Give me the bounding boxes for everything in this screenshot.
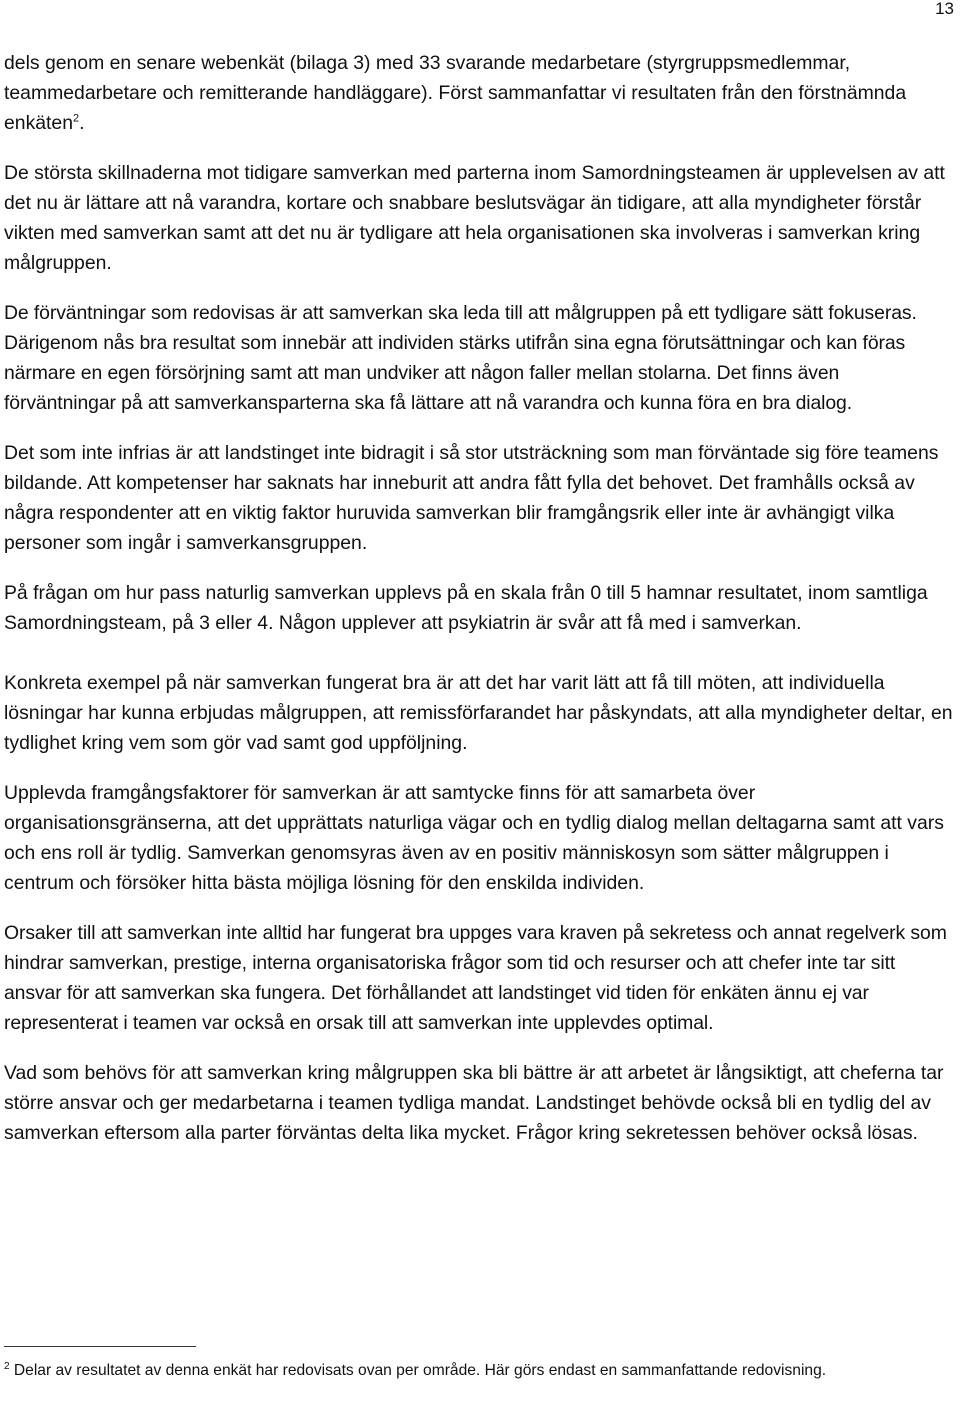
body-text: [4, 48, 954, 1168]
footnote-marker: 2: [4, 1360, 10, 1372]
footnote-reference: 2: [73, 112, 80, 125]
paragraph-1: [4, 48, 954, 138]
paragraph-1-text: dels genom en senare webenkät (bilaga 3) med 33 svarande medarbetare (styrgruppsmedlemmar, teammedarbetare och remitterande handläggare). Först sammanfattar vi resultaten från den förstnämnda enkäten: [4, 52, 907, 134]
footnote: [4, 1359, 954, 1383]
paragraph-9: Vad som behövs för att samverkan kring målgruppen ska bli bättre är att arbetet är långsiktigt, att cheferna tar större ansvar och ger medarbetarna i teamen tydliga mandat. Landstinget behövde också bli en tydlig del av samverkan eftersom alla parter förväntas delta lika mycket. Frågor kring sekretessen behöver också lösas.: [4, 1062, 944, 1144]
paragraph-5: På frågan om hur pass naturlig samverkan upplevs på en skala från 0 till 5 hamnar resultatet, inom samtliga Samordningsteam, på 3 eller 4. Någon upplever att psykiatrin är svår att få med i samverkan.: [4, 582, 928, 634]
paragraph-4: Det som inte infrias är att landstinget inte bidragit i så stor utsträckning som man förväntade sig före teamens bildande. Att kompetenser har saknats har inneburit att andra fått fylla det behovet. Det framhålls också av några respondenter att en viktig faktor huruvida samverkan blir framgångsrik eller inte är avhängigt vilka personer som ingår i samverkansgruppen.: [4, 442, 939, 554]
footnote-divider: [4, 1346, 196, 1347]
footnote-text: Delar av resultatet av denna enkät har redovisats ovan per område. Här görs endast en sammanfattande redovisning.: [13, 1362, 827, 1379]
paragraph-1-end: .: [79, 112, 85, 134]
page-number: 13: [935, 0, 954, 18]
paragraph-2: De största skillnaderna mot tidigare samverkan med parterna inom Samordningsteamen är upplevelsen av att det nu är lättare att nå varandra, kortare och snabbare beslutsvägar än tidigare, att alla myndigheter förstår vikten med samverkan samt att det nu är tydligare att hela organisationen ska involveras i samverkan kring målgruppen.: [4, 162, 945, 274]
paragraph-6: Konkreta exempel på när samverkan fungerat bra är att det har varit lätt att få till möten, att individuella lösningar har kunna erbjudas målgruppen, att remissförfarandet har påskyndats, att alla myndigheter deltar, en tydlighet kring vem som gör vad samt god uppföljning.: [4, 672, 953, 754]
paragraph-8: Orsaker till att samverkan inte alltid har fungerat bra uppges vara kraven på sekretess och annat regelverk som hindrar samverkan, prestige, interna organisatoriska frågor som tid och resurser och att chefer inte tar sitt ansvar för att samverkan ska fungera. Det förhållandet att landstinget vid tiden för enkäten ännu ej var representerat i teamen var också en orsak till att samverkan inte upplevdes optimal.: [4, 922, 947, 1034]
paragraph-3: De förväntningar som redovisas är att samverkan ska leda till att målgruppen på ett tydligare sätt fokuseras. Därigenom nås bra resultat som innebär att individen stärks utifrån sina egna förutsättningar och kan föras närmare en egen försörjning samt att man undviker att någon faller mellan stolarna. Det finns även förväntningar på att samverkansparterna ska få lättare att nå varandra och kunna föra en bra dialog.: [4, 302, 917, 414]
paragraph-7: Upplevda framgångsfaktorer för samverkan är att samtycke finns för att samarbeta över organisationsgränserna, att det upprättats naturliga vägar och en tydlig dialog mellan deltagarna samt att vars och ens roll är tydlig. Samverkan genomsyras även av en positiv människosyn som sätter målgruppen i centrum och försöker hitta bästa möjliga lösning för den enskilda individen.: [4, 782, 944, 894]
